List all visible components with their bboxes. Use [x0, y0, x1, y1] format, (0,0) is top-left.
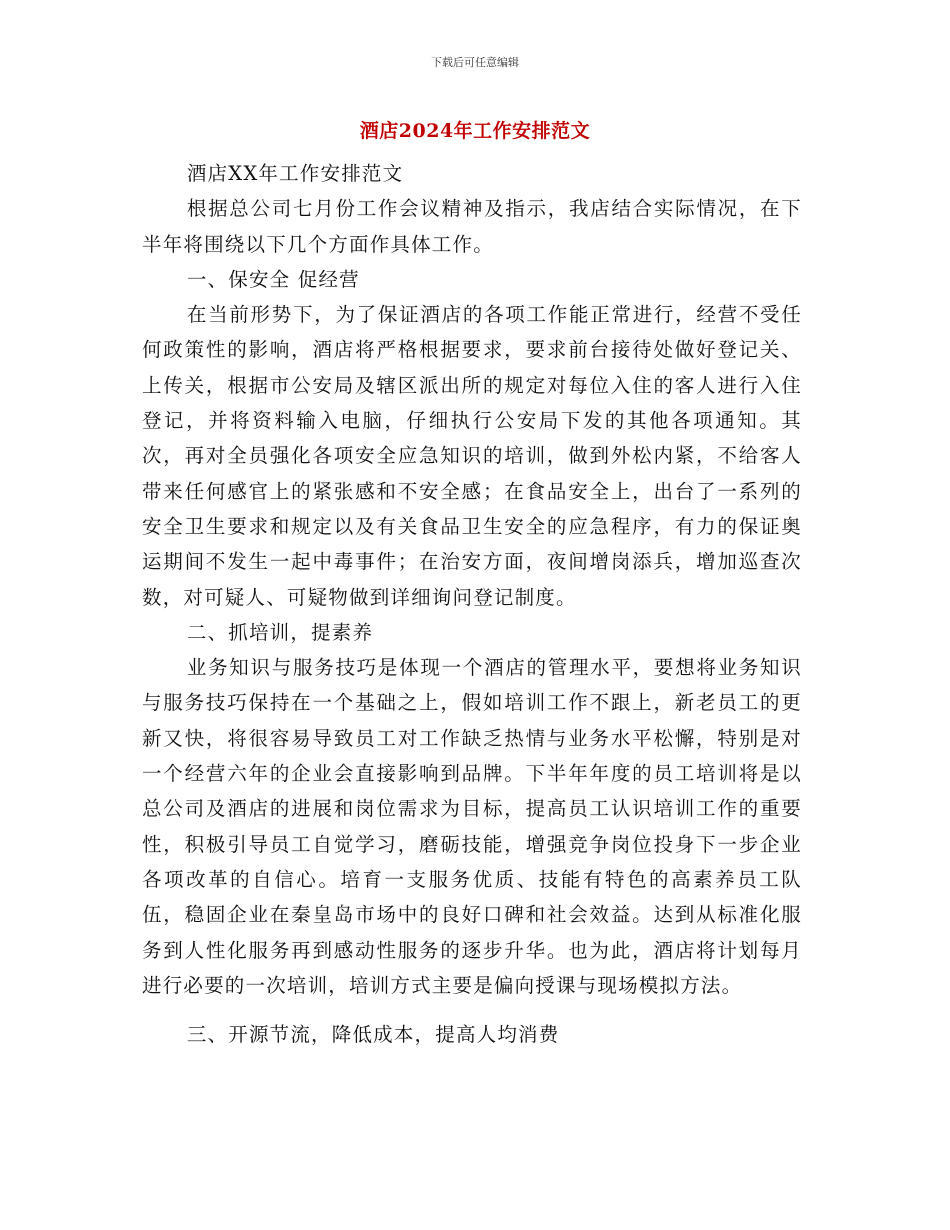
document-title: 酒店2024年工作安排范文 — [359, 120, 591, 142]
document-body — [142, 156, 802, 1052]
header-note: 下载后可任意编辑 — [431, 56, 519, 69]
section-heading-3: 三、开源节流，降低成本，提高人均消费 — [186, 1023, 560, 1047]
section-heading-2: 二、抓培训，提素养 — [186, 620, 374, 644]
paragraph-section-1: 在当前形势下，为了保证酒店的各项工作能正常进行，经营不受任何政策性的影响，酒店将严格根据要求，要求前台接待处做好登记关、上传关，根据市公安局及辖区派出所的规定对每位入住的客人进行入住登记，并将资料输入电脑，仔细执行公安局下发的其他各项通知。其次，再对全员强化各项安全应急知识的培训，做到外松内紧，不给客人带来任何感官上的紧张感和不安全感；在食品安全上，出台了一系列的安全卫生要求和规定以及有关食品卫生安全的应急程序，有力的保证奥运期间不发生一起中毒事件；在治安方面，夜间增岗添兵，增加巡查次数，对可疑人、可疑物做到详细询问登记制度。 — [142, 303, 802, 609]
paragraph-intro: 根据总公司七月份工作会议精神及指示，我店结合实际情况，在下半年将围绕以下几个方面作具体工作。 — [142, 197, 802, 256]
paragraph-subtitle: 酒店XX年工作安排范文 — [186, 162, 404, 185]
section-heading-1: 一、保安全 促经营 — [186, 267, 360, 291]
paragraph-section-2: 业务知识与服务技巧是体现一个酒店的管理水平，要想将业务知识与服务技巧保持在一个基础之上，假如培训工作不跟上，新老员工的更新又快，将很容易导致员工对工作缺乏热情与业务水平松懈，特别是对一个经营六年的企业会直接影响到品牌。下半年年度的员工培训将是以总公司及酒店的进展和岗位需求为目标，提高员工认识培训工作的重要性，积极引导员工自觉学习，磨砺技能，增强竞争岗位投身下一步企业各项改革的自信心。培育一支服务优质、技能有特色的高素养员工队伍，稳固企业在秦皇岛市场中的良好口碑和社会效益。达到从标准化服务到人性化服务再到感动性服务的逐步升华。也为此，酒店将计划每月进行必要的一次培训，培训方式主要是偏向授课与现场模拟方法。 — [142, 656, 802, 997]
